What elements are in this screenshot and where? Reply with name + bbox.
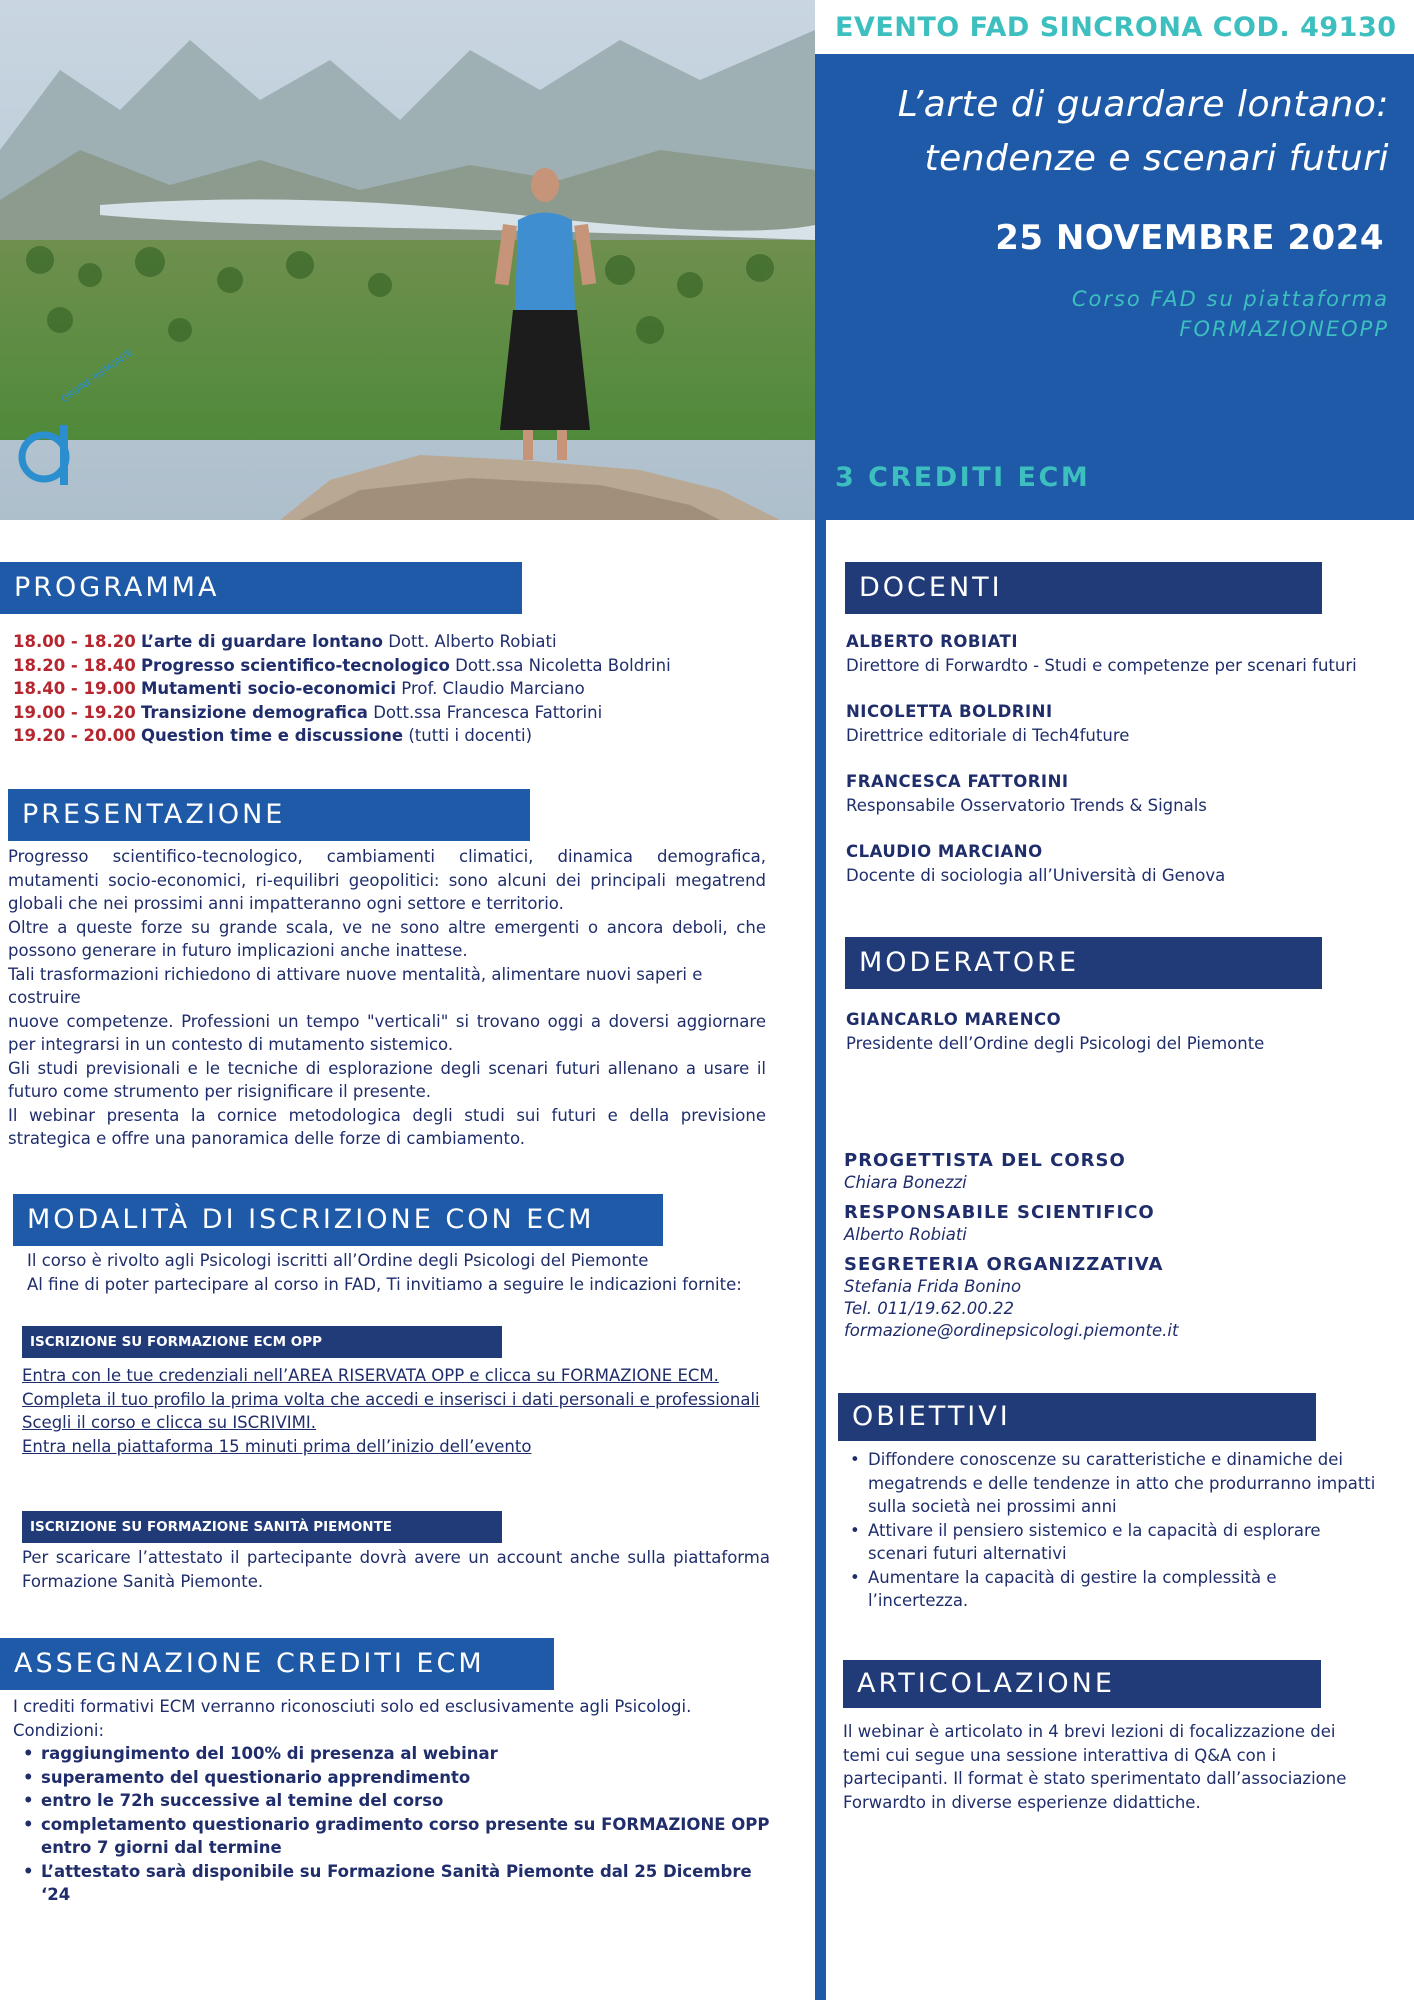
docente [846,770,1386,817]
ordine-logo [12,348,136,495]
articolazione-text: Il webinar è articolato in 4 brevi lezioni di focalizzazione dei temi cui segue una sessione interattiva di Q&A con i partecipanti. Il format è stato sperimentato dall’associazione Forwardto in diverse esperienze didattiche. [843,1722,1347,1812]
event-platform [1072,284,1389,344]
condition-item: • superamento del questionario apprendimento [13,1766,783,1790]
event-platform-line2: FORMAZIONEOPP [1179,317,1389,341]
moderatore-info [846,1008,1386,1055]
obiettivo-item: • Diffondere conoscenze su caratteristiche e dinamiche dei megatrends e delle tendenze in atto che produrranno impatti sulla società nei prossimi anni [840,1448,1380,1519]
assegnazione-conditions [13,1742,783,1907]
programma-row [13,724,803,748]
row-time: 18.00 - 18.20 [13,632,136,651]
row-topic: Progresso scientifico-tecnologico [140,655,450,675]
event-title [898,78,1389,186]
moderatore-heading: MODERATORE [845,937,1322,989]
iscrizione-sanita-subheading: ISCRIZIONE SU FORMAZIONE SANITÀ PIEMONTE [22,1511,502,1543]
iscrizione-step-link[interactable]: Entra nella piattaforma 15 minuti prima dell’inizio dell’evento [22,1436,532,1456]
iscrizione-heading: MODALITÀ DI ISCRIZIONE CON ECM [13,1194,663,1246]
obiettivi-list [840,1448,1380,1613]
iscrizione-step-link[interactable]: Completa il tuo profilo la prima volta che accedi e inserisci i dati personali e professionali [22,1389,760,1409]
event-code-band [815,0,1414,54]
iscrizione-steps [22,1364,764,1458]
obiettivi-heading: OBIETTIVI [838,1393,1316,1441]
iscrizione-intro [27,1249,782,1296]
docente [846,630,1386,677]
row-time: 18.20 - 18.40 [13,655,136,675]
presentazione-heading: PRESENTAZIONE [8,789,530,841]
condition-item: • L’attestato sarà disponibile su Formazione Sanità Piemonte dal 25 Dicembre ‘24 [13,1860,783,1907]
event-platform-line1: Corso FAD su piattaforma [1071,287,1389,311]
presentazione-text [8,845,766,1151]
row-topic: L’arte di guardare lontano [140,632,383,651]
programma-row [13,677,803,701]
docente-name: ALBERTO ROBIATI [846,632,1018,651]
ecm-credits: 3 CREDITI ECM [835,462,1091,493]
presentazione-paragraph: Tali trasformazioni richiedono di attivare nuove mentalità, alimentare nuovi saperi e costruire [8,964,703,1007]
row-speaker: Prof. Claudio Marciano [401,679,585,698]
row-speaker: Dott.ssa Nicoletta Boldrini [455,655,671,675]
programma-row [13,654,803,678]
progettista-name: Chiara Bonezzi [844,1173,967,1192]
presentazione-paragraph: Gli studi previsionali e le tecniche di esplorazione degli scenari futuri allenano a usare il futuro come strumento per risignificare il presente. [8,1058,766,1101]
presentazione-paragraph: Progresso scientifico-tecnologico, cambiamenti climatici, dinamica demografica, mutamenti socio-economici, ri-equilibri geopolitici: sono alcuni dei principali megatrend globali che nei prossimi anni impatteranno ogni settore e territorio. [8,847,766,913]
segreteria-label: SEGRETERIA ORGANIZZATIVA [844,1254,1164,1275]
row-speaker: (tutti i docenti) [408,726,533,745]
logo-text: ORDINE PIEMONTE [60,348,136,406]
assegnazione-heading: ASSEGNAZIONE CREDITI ECM [0,1638,554,1690]
iscrizione-step-link[interactable]: Entra con le tue credenziali nell’AREA RISERVATA OPP e clicca su FORMAZIONE ECM. [22,1366,719,1385]
programma-heading: PROGRAMMA [0,562,522,614]
docente-role: Direttore di Forwardto - Studi e competenze per scenari futuri [846,655,1357,675]
progettista-label: PROGETTISTA DEL CORSO [844,1150,1126,1171]
row-topic: Question time e discussione [140,726,404,745]
event-code: EVENTO FAD SINCRONA COD. 49130 [835,12,1397,43]
assegnazione-cond-label: Condizioni: [13,1720,105,1740]
docente [846,840,1386,887]
hero-photo [0,0,815,520]
docente-name: FRANCESCA FATTORINI [846,772,1069,791]
iscrizione-ecm-opp-subheading: ISCRIZIONE SU FORMAZIONE ECM OPP [22,1326,502,1358]
docente-role: Docente di sociologia all’Università di Genova [846,865,1226,885]
docente-name: CLAUDIO MARCIANO [846,842,1043,861]
row-time: 19.20 - 20.00 [13,726,136,745]
iscrizione-note: Per scaricare l’attestato il partecipante dovrà avere un account anche sulla piattaforma Formazione Sanità Piemonte. [22,1548,770,1591]
row-time: 18.40 - 19.00 [13,679,136,698]
event-title-line1: L’arte di guardare lontano: [897,84,1389,125]
docente-name: NICOLETTA BOLDRINI [846,702,1053,721]
row-speaker: Dott.ssa Francesca Fattorini [373,702,603,722]
docenti-heading: DOCENTI [845,562,1322,614]
obiettivo-item: • Aumentare la capacità di gestire la complessità e l’incertezza. [840,1566,1380,1613]
obiettivo-item: • Attivare il pensiero sistemico e la capacità di esplorare scenari futuri alternativi [840,1519,1380,1566]
condition-item: • completamento questionario gradimento corso presente su FORMAZIONE OPP entro 7 giorni dal termine [13,1813,773,1860]
row-topic: Mutamenti socio-economici [140,679,397,698]
event-date: 25 NOVEMBRE 2024 [995,218,1384,258]
event-title-line2: tendenze e scenari futuri [924,138,1389,179]
row-topic: Transizione demografica [140,702,368,722]
moderatore-role: Presidente dell’Ordine degli Psicologi del Piemonte [846,1033,1265,1053]
row-time: 19.00 - 19.20 [13,702,136,722]
moderatore-name: GIANCARLO MARENCO [846,1010,1062,1029]
hero-panel [815,0,1414,520]
docenti-list [846,630,1386,887]
segreteria-email[interactable]: formazione@ordinepsicologi.piemonte.it [844,1321,1179,1340]
docente-role: Direttrice editoriale di Tech4future [846,725,1130,745]
assegnazione-text [13,1695,803,1907]
docente-role: Responsabile Osservatorio Trends & Signals [846,795,1207,815]
responsabile-name: Alberto Robiati [844,1225,967,1244]
docente [846,700,1386,747]
presentazione-paragraph: Oltre a queste forze su grande scala, ve ne sono altre emergenti o ancora deboli, che possono generare in futuro implicazioni anche inattese. [8,917,766,960]
column-divider [815,520,826,2000]
programma-row [13,701,803,725]
iscrizione-intro-line: Al fine di poter partecipare al corso in FAD, Ti invitiamo a seguire le indicazioni fornite: [27,1274,742,1294]
segreteria-name: Stefania Frida Bonino [844,1277,1022,1296]
programma-row [13,630,803,654]
responsabile-label: RESPONSABILE SCIENTIFICO [844,1202,1155,1223]
presentazione-paragraph: nuove competenze. Professioni un tempo "verticali" si trovano oggi a doversi aggiornare per integrarsi in un contesto di mutamento sistemico. [8,1011,766,1054]
articolazione-heading: ARTICOLAZIONE [843,1660,1321,1708]
staff-info [844,1150,1384,1342]
condition-item: • raggiungimento del 100% di presenza al webinar [13,1742,783,1766]
condition-item: • entro le 72h successive al temine del corso [13,1789,783,1813]
iscrizione-step-link[interactable]: Scegli il corso e clicca su ISCRIVIMI. [22,1413,317,1432]
segreteria-phone: Tel. 011/19.62.00.22 [844,1299,1015,1318]
assegnazione-intro: I crediti formativi ECM verranno riconosciuti solo ed esclusivamente agli Psicologi. [13,1697,692,1716]
programma-list [13,630,803,748]
row-speaker: Dott. Alberto Robiati [388,632,557,651]
presentazione-paragraph: Il webinar presenta la cornice metodologica degli studi sui futuri e della previsione strategica e offre una panoramica delle forze di cambiamento. [8,1105,766,1148]
iscrizione-intro-line: Il corso è rivolto agli Psicologi iscritti all’Ordine degli Psicologi del Piemonte [27,1251,649,1270]
